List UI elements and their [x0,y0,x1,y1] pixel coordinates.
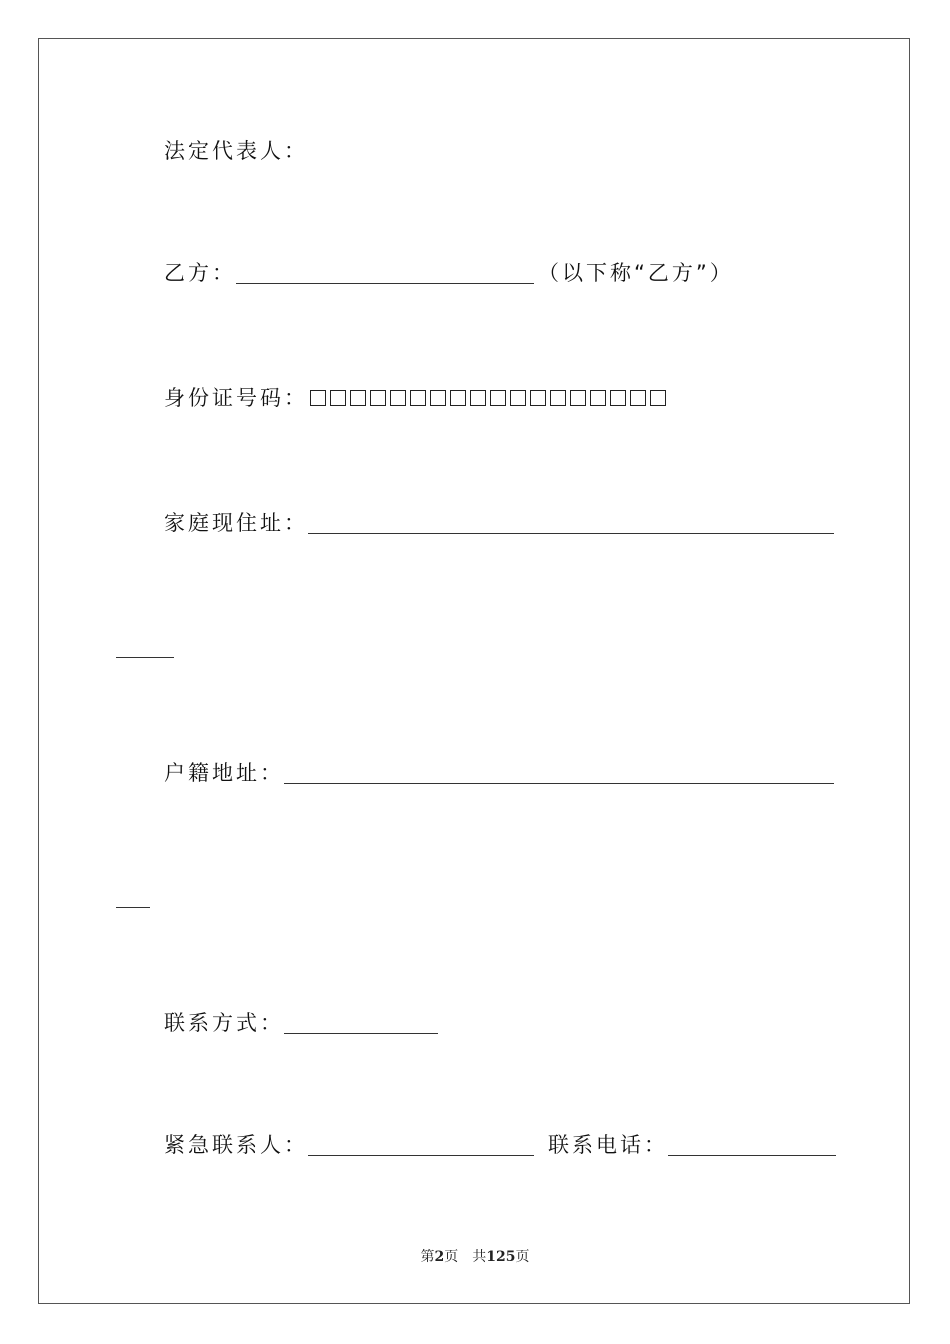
page-number: 2 [434,1249,445,1265]
total-pages: 125 [486,1249,516,1265]
page-prefix: 第 [420,1249,435,1265]
page-border [38,38,910,1304]
party-b-blank[interactable] [236,261,534,284]
id-digit-box[interactable] [610,390,626,406]
id-digit-box[interactable] [330,390,346,406]
id-digit-box[interactable] [450,390,466,406]
total-prefix: 共 [472,1249,487,1265]
id-digit-box[interactable] [410,390,426,406]
party-b-suffix: （以下称“乙方”） [538,261,734,285]
contact-blank[interactable] [284,1011,438,1034]
contact-line [164,1008,438,1038]
id-digit-box[interactable] [630,390,646,406]
id-digit-box[interactable] [650,390,666,406]
id-digit-box[interactable] [390,390,406,406]
household-address-continuation-blank[interactable] [116,906,150,908]
id-digit-box[interactable] [430,390,446,406]
id-digit-box[interactable] [350,390,366,406]
contact-phone-blank[interactable] [668,1133,836,1156]
home-address-continuation-blank[interactable] [116,656,174,658]
party-b-line [164,258,734,288]
id-digit-box[interactable] [550,390,566,406]
household-address-line [164,758,834,788]
emergency-contact-line [164,1130,836,1160]
household-address-label: 户籍地址： [164,761,284,785]
id-digit-box[interactable] [310,390,326,406]
legal-representative-label: 法定代表人： [164,139,308,163]
legal-representative-line [164,136,308,166]
id-digit-box[interactable] [470,390,486,406]
id-digit-box[interactable] [570,390,586,406]
id-number-boxes[interactable] [310,383,666,413]
id-digit-box[interactable] [530,390,546,406]
page-suffix: 页 [444,1249,459,1265]
page-footer [0,1246,950,1266]
id-digit-box[interactable] [590,390,606,406]
id-number-label: 身份证号码： [164,386,308,410]
contact-phone-label: 联系电话： [548,1133,668,1157]
household-address-blank[interactable] [284,761,834,784]
home-address-blank[interactable] [308,511,834,534]
total-suffix: 页 [515,1249,530,1265]
id-number-line [164,383,666,413]
id-digit-box[interactable] [510,390,526,406]
id-digit-box[interactable] [370,390,386,406]
emergency-contact-label: 紧急联系人： [164,1133,308,1157]
home-address-label: 家庭现住址： [164,511,308,535]
id-digit-box[interactable] [490,390,506,406]
emergency-contact-blank[interactable] [308,1133,534,1156]
party-b-label: 乙方： [164,261,236,285]
contact-label: 联系方式： [164,1011,284,1035]
home-address-line [164,508,834,538]
